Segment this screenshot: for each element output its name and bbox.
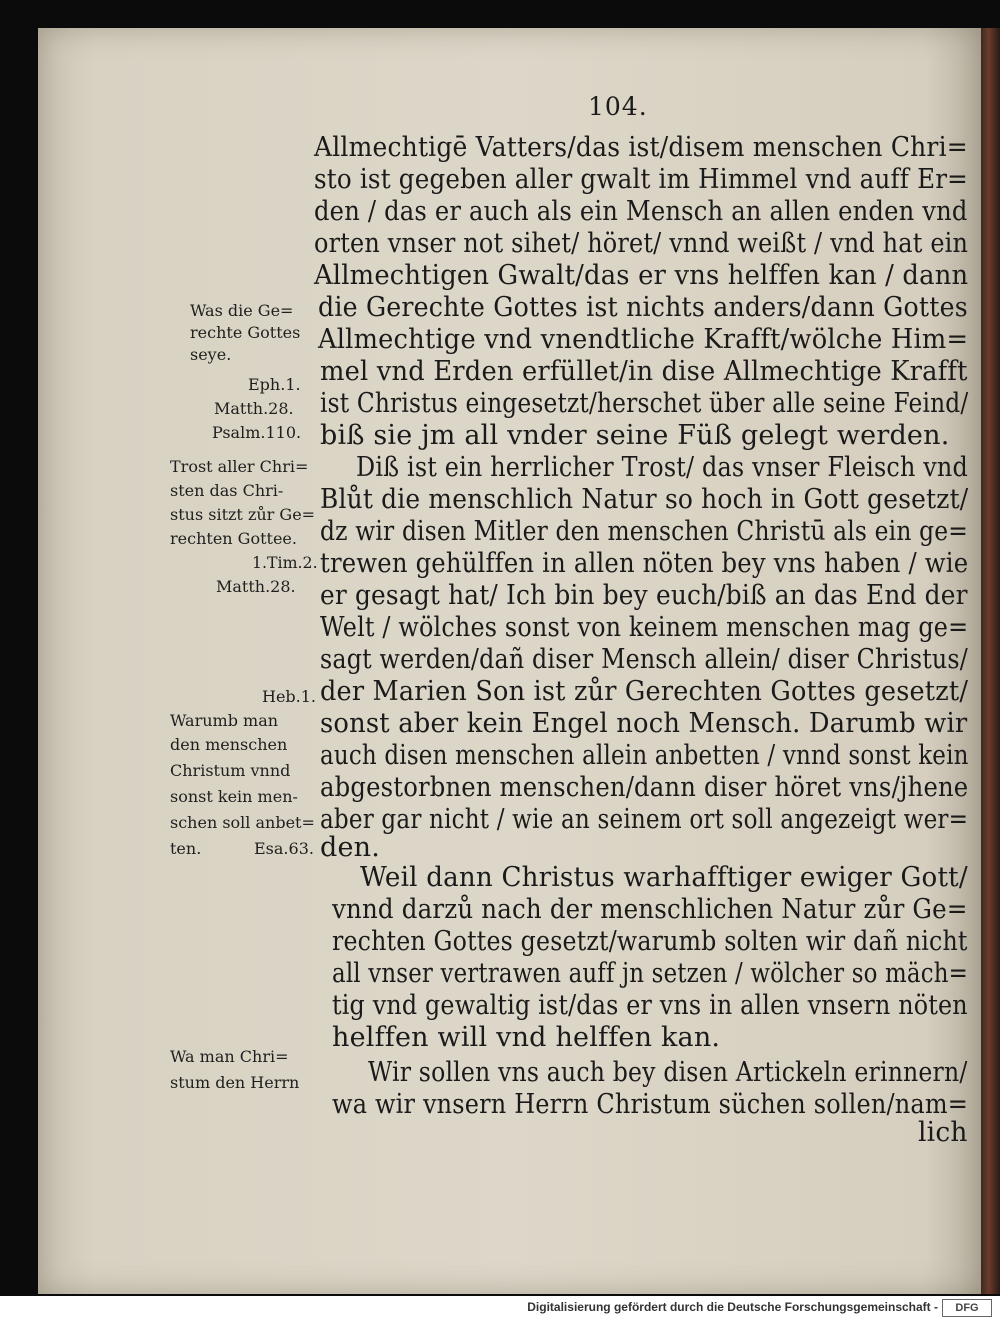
- margin-note: Heb.1.: [262, 687, 317, 706]
- body-line: orten vnser not sihet/ höret/ vnnd weißt / vnd hat ein: [314, 228, 969, 259]
- margin-note: Christum vnnd: [170, 761, 291, 780]
- margin-note: schen soll anbet=: [170, 813, 315, 832]
- margin-note: Trost aller Chri=: [170, 457, 309, 476]
- footer-credit: Digitalisierung gefördert durch die Deutsche Forschungsgemeinschaft -: [527, 1300, 938, 1314]
- body-line: dz wir disen Mitler den menschen Christū als ein ge=: [320, 516, 968, 547]
- body-line: Weil dann Christus warhafftiger ewiger Gott/: [360, 862, 968, 893]
- body-line: der Marien Son ist zůr Gerechten Gottes gesetzt/: [320, 676, 969, 707]
- body-line: sagt werden/dañ diser Mensch allein/ diser Christus/: [320, 644, 968, 675]
- margin-note: Wa man Chri=: [170, 1047, 289, 1066]
- margin-note: stus sitzt zůr Ge=: [170, 505, 316, 524]
- margin-note: Esa.63.: [254, 839, 314, 858]
- body-line: tig vnd gewaltig ist/das er vns in allen vnsern nöten: [332, 990, 968, 1021]
- body-line: biß sie jm all vnder seine Füß gelegt werden.: [320, 420, 950, 451]
- body-line: Allmechtige vnd vnendtliche Krafft/wölche Him=: [318, 324, 969, 355]
- margin-note: Warumb man: [170, 711, 279, 730]
- margin-note: 1.Tim.2.: [252, 553, 318, 572]
- dfg-logo-icon: DFG: [942, 1299, 992, 1317]
- body-line: sonst aber kein Engel noch Mensch. Darumb wir: [320, 708, 968, 739]
- body-line: vnnd darzů nach der menschlichen Natur zůr Ge=: [332, 894, 968, 925]
- margin-note: sten das Chri-: [170, 481, 284, 500]
- margin-note: Matth.28.: [214, 399, 294, 418]
- body-line: auch disen menschen allein anbetten / vnnd sonst kein: [320, 740, 969, 771]
- body-line: sto ist gegeben aller gwalt im Himmel vnd auff Er=: [314, 164, 968, 195]
- body-line: wa wir vnsern Herrn Christum süchen sollen/nam=: [332, 1089, 969, 1120]
- margin-note: ten.: [170, 839, 202, 858]
- margin-note: Matth.28.: [216, 577, 296, 596]
- body-line: lich: [918, 1117, 968, 1148]
- body-line: rechten Gottes gesetzt/warumb solten wir dañ nicht: [332, 926, 968, 957]
- margin-note: den menschen: [170, 735, 288, 754]
- body-line: den.: [320, 832, 381, 863]
- body-line: er gesagt hat/ Ich bin bey euch/biß an das End der: [320, 580, 968, 611]
- body-line: aber gar nicht / wie an seinem ort soll angezeigt wer=: [320, 804, 969, 835]
- body-line: Welt / wölches sonst von keinem menschen mag ge=: [320, 612, 969, 643]
- body-line: helffen will vnd helffen kan.: [332, 1022, 721, 1053]
- margin-note: Was die Ge=: [190, 301, 294, 320]
- margin-note: Psalm.110.: [212, 423, 302, 442]
- body-line: ist Christus eingesetzt/herschet über alle seine Feind/: [320, 388, 969, 419]
- body-line: mel vnd Erden erfüllet/in dise Allmechtige Krafft: [320, 356, 968, 387]
- margin-note: stum den Herrn: [170, 1073, 300, 1092]
- body-line: die Gerechte Gottes ist nichts anders/dann Gottes: [318, 292, 968, 323]
- body-line: Blůt die menschlich Natur so hoch in Gott gesetzt/: [320, 484, 969, 515]
- margin-note: rechte Gottes: [190, 323, 301, 342]
- book-edge: [981, 28, 1000, 1294]
- body-line: den / das er auch als ein Mensch an allen enden vnd: [314, 196, 968, 227]
- funding-footer: [0, 1296, 1000, 1319]
- page-number: 104.: [588, 92, 648, 121]
- margin-note: sonst kein men-: [170, 787, 298, 806]
- body-line: Allmechtigē Vatters/das ist/disem menschen Chri=: [314, 132, 968, 163]
- margin-note: seye.: [190, 345, 232, 364]
- body-line: trewen gehülffen in allen nöten bey vns haben / wie: [320, 548, 969, 579]
- body-line: all vnser vertrawen auff jn setzen / wölcher so mäch=: [332, 958, 969, 989]
- margin-note: rechten Gottee.: [170, 529, 297, 548]
- body-line: Allmechtigen Gwalt/das er vns helffen kan / dann: [314, 260, 969, 291]
- margin-note: Eph.1.: [248, 375, 301, 394]
- body-line: Diß ist ein herrlicher Trost/ das vnser Fleisch vnd: [356, 452, 968, 483]
- body-line: Wir sollen vns auch bey disen Artickeln erinnern/: [368, 1057, 968, 1088]
- body-line: abgestorbnen menschen/dann diser höret vns/jhene: [320, 772, 969, 803]
